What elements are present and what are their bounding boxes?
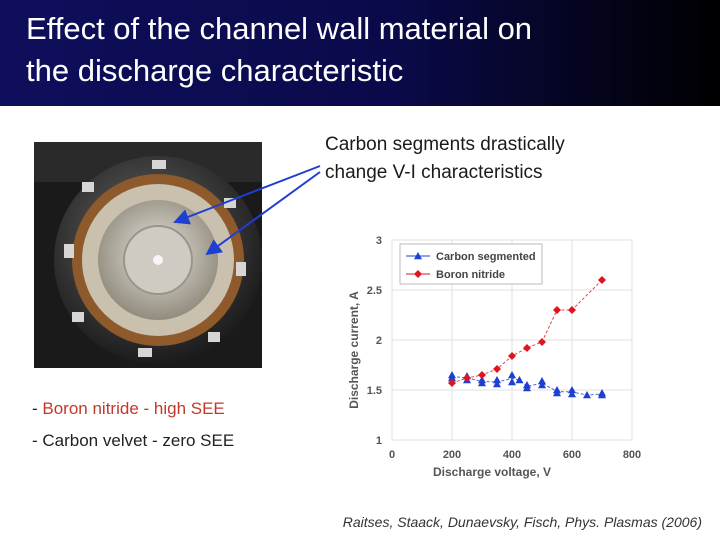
x-tick-label: 400: [502, 449, 522, 461]
material-2-prefix: - Carbon velvet - zero SEE: [32, 431, 235, 450]
material-1-highlight: Boron nitride: [42, 399, 139, 418]
arrow-to-carbon-segment: [175, 166, 320, 222]
y-tick-label: 2.5: [366, 285, 382, 297]
material-carbon-velvet: [32, 431, 234, 451]
y-axis-label: Discharge current, A: [347, 291, 361, 409]
material-1-suffix: - high SEE: [138, 399, 225, 418]
slide-title-line-2: the discharge characteristic: [26, 53, 404, 88]
chart-legend: [400, 244, 542, 284]
x-tick-label: 200: [442, 449, 462, 461]
x-tick-label: 0: [388, 449, 396, 461]
x-tick-label: 600: [562, 449, 582, 461]
arrow-to-carbon-segment-2: [207, 172, 320, 254]
y-tick-label: 3: [375, 235, 382, 247]
legend-label: Boron nitride: [436, 269, 506, 281]
slide-title-line-1: Effect of the channel wall material on: [26, 11, 533, 46]
annotation-line-2: change V-I characteristics: [325, 162, 543, 183]
y-tick-label: 2: [375, 335, 382, 347]
vi-chart: [330, 228, 650, 493]
y-tick-label: 1: [375, 435, 382, 447]
citation: Raitses, Staack, Dunaevsky, Fisch, Phys. Plasmas (2006): [342, 514, 702, 530]
legend-label: Carbon segmented: [436, 251, 536, 263]
vi-chart-svg: [330, 228, 650, 488]
y-tick-label: 1.5: [366, 385, 382, 397]
annotation-line-1: Carbon segments drastically: [325, 134, 565, 155]
x-axis-label: Discharge voltage, V: [432, 465, 552, 479]
material-boron-nitride: [32, 399, 225, 419]
material-1-prefix: -: [32, 399, 43, 418]
x-tick-label: 800: [622, 449, 642, 461]
